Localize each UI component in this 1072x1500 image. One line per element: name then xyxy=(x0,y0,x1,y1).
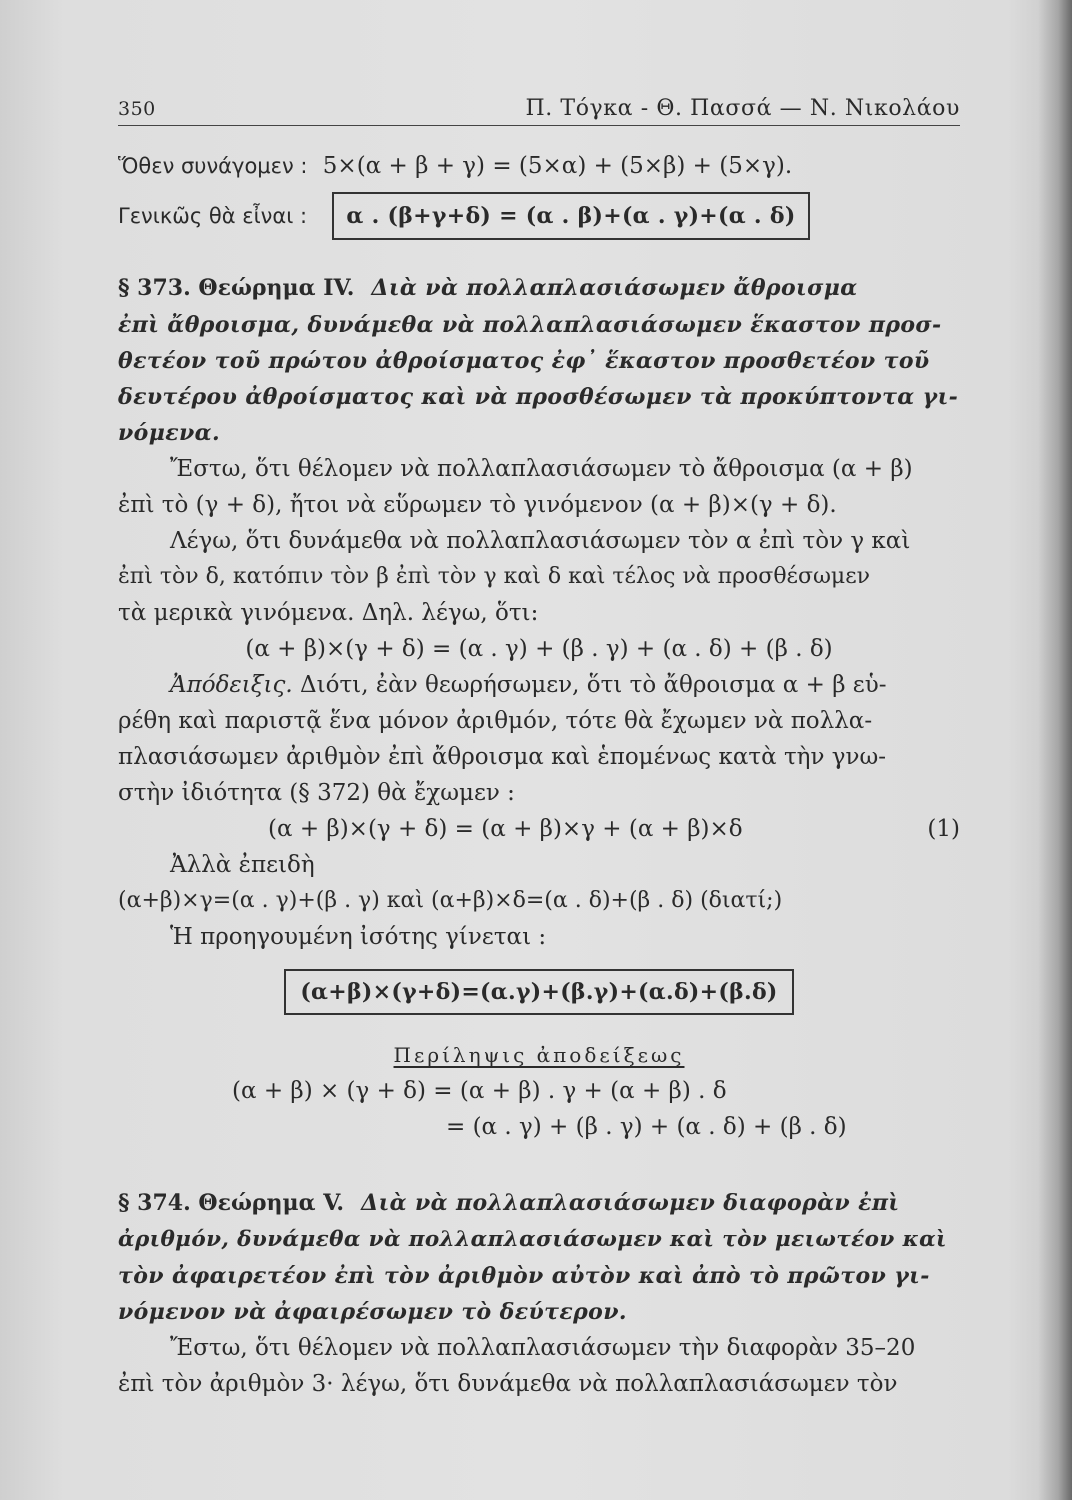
section-374-heading: § 374. Θεώρημα V. xyxy=(118,1190,345,1216)
page-edge-shadow xyxy=(1038,0,1072,1500)
theorem-v-line-3: τὸν ἀφαιρετέον ἐπὶ τὸν ἀριθμὸν αὐτὸν καὶ ἀπὸ τὸ πρῶτον γι- xyxy=(118,1263,930,1289)
proof-line-1 xyxy=(118,667,960,703)
intro-label-2: Γενικῶς θὰ εἶναι : xyxy=(118,204,308,228)
theorem-v-line-1: Διὰ νὰ πολλαπλασιάσωμεν διαφορὰν ἐπὶ xyxy=(361,1190,900,1216)
equation-1-tag: (1) xyxy=(927,816,960,842)
theorem-iv-line-4: δευτέρου ἀθροίσματος καὶ νὰ προσθέσωμεν τὰ προκύπτοντα γι- xyxy=(118,384,959,410)
p373-2-line-3: τὰ μερικὰ γινόμενα. Δηλ. λέγω, ὅτι: xyxy=(118,600,539,626)
proof-text-1: Διότι, ἐὰν θεωρήσωμεν, ὅτι τὸ ἄθροισμα α + β εὑ- xyxy=(299,672,887,698)
theorem-iv-line-5: νόμενα. xyxy=(118,420,221,446)
equation-1-row xyxy=(118,811,960,847)
authors-header: Π. Τόγκα - Θ. Πασσά — Ν. Νικολάου xyxy=(525,96,960,121)
section-373-heading: § 373. Θεώρημα IV. xyxy=(118,275,355,301)
intro-line-1 xyxy=(118,148,960,184)
page-content xyxy=(118,96,960,1402)
since-equations: (α+β)×γ=(α . γ)+(β . γ) καὶ (α+β)×δ=(α . δ)+(β . δ) (διατί;) xyxy=(118,888,783,913)
proof-line-4: στὴν ἰδιότητα (§ 372) θὰ ἔχωμεν : xyxy=(118,780,515,806)
section-374-heading-line xyxy=(118,1185,960,1222)
page-number: 350 xyxy=(118,98,156,120)
theorem-iv-line-1: Διὰ νὰ πολλαπλασιάσωμεν ἄθροισμα xyxy=(371,275,858,301)
theorem-v-line-4: νόμενον νὰ ἀφαιρέσωμεν τὸ δεύτερον. xyxy=(118,1299,627,1325)
theorem-iv-line-2: ἐπὶ ἄθροισμα, δυνάμεθα νὰ πολλαπλασιάσωμεν ἕκαστον προσ- xyxy=(118,312,942,338)
proof-line-2: ρέθη καὶ παριστᾷ ἕνα μόνον ἀριθμόν, τότε θὰ ἔχωμεν νὰ πολλα- xyxy=(118,708,873,734)
proof-label: Ἀπόδειξις. xyxy=(170,672,293,698)
alla-line: Ἀλλὰ ἐπειδὴ xyxy=(170,852,315,878)
p373-1-line-2: ἐπὶ τὸ (γ + δ), ἤτοι νὰ εὕρωμεν τὸ γινόμενον (α + β)×(γ + δ). xyxy=(118,492,837,518)
equation-1: (α + β)×(γ + δ) = (α + β)×γ + (α + β)×δ xyxy=(268,816,743,842)
summary-title: Περίληψις ἀποδείξεως xyxy=(393,1043,685,1067)
p373-1-line-1: Ἔστω, ὅτι θέλομεν νὰ πολλαπλασιάσωμεν τὸ ἄθροισμα (α + β) xyxy=(170,456,913,482)
section-373-heading-line xyxy=(118,270,960,307)
proof-line-3: πλασιάσωμεν ἀριθμὸν ἐπὶ ἄθροισμα καὶ ἑπομένως κατὰ τὴν γνω- xyxy=(118,744,886,770)
boxed-result-wrap xyxy=(118,969,960,1015)
summary-line-1: (α + β) × (γ + δ) = (α + β) . γ + (α + β) . δ xyxy=(232,1078,727,1104)
p374-line-1: Ἔστω, ὅτι θέλομεν νὰ πολλαπλασιάσωμεν τὴν διαφορὰν 35–20 xyxy=(170,1335,916,1361)
theorem-v-line-2: ἀριθμόν, δυνάμεθα νὰ πολλαπλασιάσωμεν καὶ τὸν μειωτέον καὶ xyxy=(118,1227,947,1252)
claim-equation: (α + β)×(γ + δ) = (α . γ) + (β . γ) + (α . δ) + (β . δ) xyxy=(245,636,833,662)
p374-line-2: ἐπὶ τὸν ἀριθμὸν 3· λέγω, ὅτι δυνάμεθα νὰ πολλαπλασιάσωμεν τὸν xyxy=(118,1371,898,1397)
intro-line-2 xyxy=(118,192,960,240)
summary-line-2: = (α . γ) + (β . γ) + (α . δ) + (β . δ) xyxy=(446,1114,847,1140)
summary-title-wrap xyxy=(118,1037,960,1073)
p373-2-line-2: ἐπὶ τὸν δ, κατόπιν τὸν β ἐπὶ τὸν γ καὶ δ καὶ τέλος νὰ προσθέσωμεν xyxy=(118,564,870,589)
boxed-result-equation: (α+β)×(γ+δ)=(α.γ)+(β.γ)+(α.δ)+(β.δ) xyxy=(284,969,793,1015)
p373-2-line-1: Λέγω, ὅτι δυνάμεθα νὰ πολλαπλασιάσωμεν τὸν α ἐπὶ τὸν γ καὶ xyxy=(170,528,911,554)
general-formula-box: α . (β+γ+δ) = (α . β)+(α . γ)+(α . δ) xyxy=(332,192,809,240)
intro-equation-1: 5×(α + β + γ) = (5×α) + (5×β) + (5×γ). xyxy=(322,153,793,179)
previous-equality-line: Ἡ προηγουμένη ἰσότης γίνεται : xyxy=(170,924,547,950)
theorem-iv-line-3: θετέον τοῦ πρώτου ἀθροίσματος ἐφ᾽ ἕκαστον προσθετέον τοῦ xyxy=(118,348,930,374)
intro-label-1: Ὅθεν συνάγομεν : xyxy=(118,154,308,178)
running-header xyxy=(118,96,960,126)
